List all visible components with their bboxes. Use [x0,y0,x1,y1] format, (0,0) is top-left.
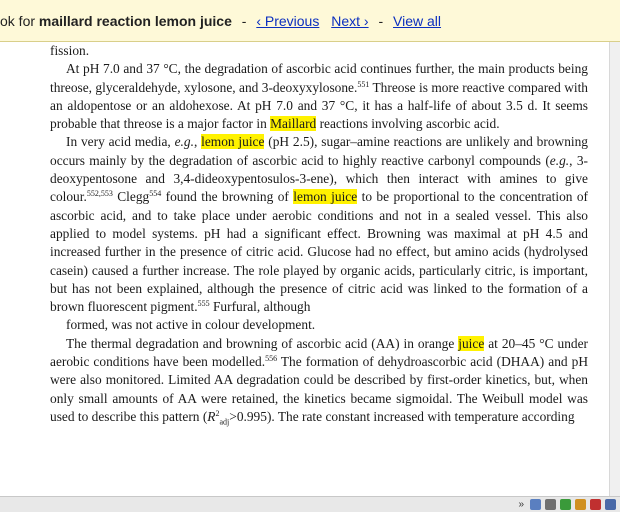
paragraph-acid-media: In very acid media, e.g., lemon juice (pH 2.5), sugar–amine reactions are unlikely and browning occurs mainly by the degradation of ascorbic acid to highly reactive carbonyl compounds (e.g., 3-deoxypentosone and 3,4-dideoxypentosulos-3-ene), which then interact with amines to give colour.$^{552,553}$ Clegg$^{554}$ found the browning of lemon juice to be proportional to the concentration of ascorbic acid, and to take place under aerobic conditions and not in a sealed vessel. This also applied to model systems. pH had a significant effect. Browning was maximal at pH 4.5 and increased further in the presence of citric acid. Glucose had no effect, but amino acids (hydrolysed casein) caused a further increase. The role played by organic acids, particularly citric, is important, but has not been explained, although the presence of citric acid was linked to the formation of a brown fluorescent pigment.$^{555}$ Furfural, although [50,134,589,315]
taskbar [0,496,620,512]
book-page-scan [0,42,609,496]
search-query: maillard reaction lemon juice [38,13,232,29]
network-icon[interactable] [530,499,541,510]
page-text-block [50,42,588,426]
system-tray [518,499,616,510]
search-query-prefix: ok for [0,13,36,29]
volume-icon[interactable] [605,499,616,510]
shield-icon[interactable] [560,499,571,510]
tray-expand-icon[interactable]: » [518,499,524,510]
search-highlight: lemon [293,189,327,205]
separator-dash: - [378,13,384,29]
paragraph-threose: At pH 7.0 and 37 °C, the degradation of ascorbic acid continues further, the main products being threose, glyceraldehyde, xylosone, and 3-deoxyxylosone.$^{551}$ Threose is more reactive compared with an aldopentose or an aldohexose. At pH 7.0 and 37 °C, it has a half-life of about 3.5 d. It seems probable that threose is a major factor in Maillard reactions involving ascorbic acid. [50,61,588,132]
antivirus-icon[interactable] [590,499,601,510]
search-result-bar [0,0,620,42]
search-highlight: Maillard [270,116,317,132]
speaker-icon[interactable] [545,499,556,510]
paragraph-fragment: fission. [50,43,90,58]
paragraph-furfural: formed, was not active in colour development. [66,317,316,333]
view-all-link[interactable]: View all [393,13,442,29]
search-highlight: juice [331,189,358,205]
search-highlight: juice [238,134,265,150]
update-icon[interactable] [575,499,586,510]
next-result-link[interactable]: Next › [331,13,369,29]
search-highlight: lemon [201,134,235,150]
paragraph-orange-juice: The thermal degradation and browning of ascorbic acid (AA) in orange juice at 20–45 °C under aerobic conditions have been modelled.$^{556}$ The formation of dehydroascorbic acid (DHAA) and pH were also monitored. Limited AA degradation could be described by first-order kinetics, but, when only small amounts of AA were retained, the kinetics became sigmoidal. The Weibull model was used to describe this pattern $(R^2_{adj}>0.995)$. The rate constant increased with temperature according [50,335,588,427]
separator-dash: - [241,13,247,29]
search-highlight: juice [458,335,485,351]
previous-result-link[interactable]: ‹ Previous [256,13,320,29]
vertical-scrollbar[interactable] [609,42,620,496]
